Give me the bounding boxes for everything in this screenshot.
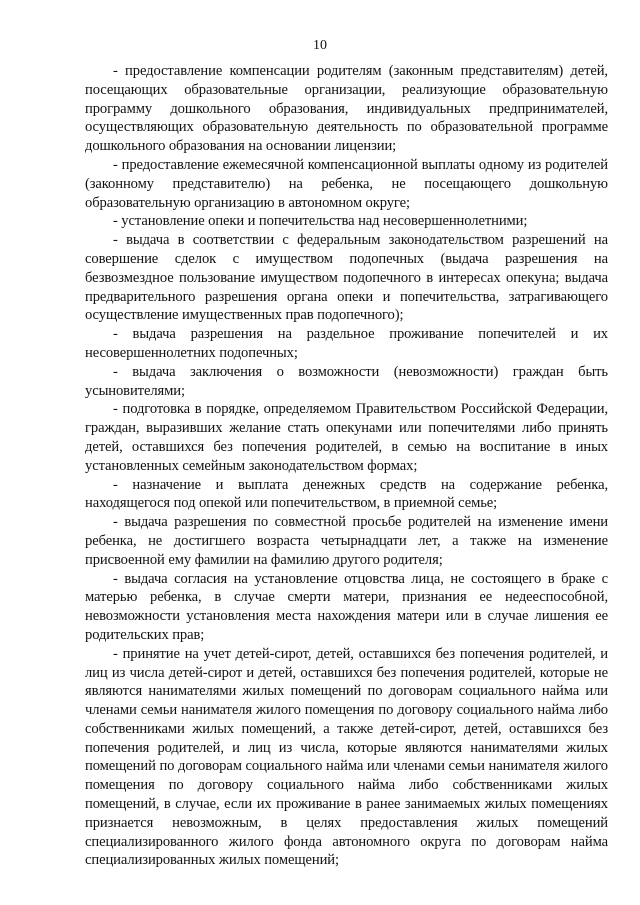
body-text [85, 62, 608, 870]
list-item: - принятие на учет детей-сирот, детей, оставшихся без попечения родителей, и лиц из числа детей-сирот и детей, оставшихся без попечения родителей, которые не являются нанимателями жилых помещений по договорам социального найма или членами семьи нанимателя жилого помещения по договору социального найма либо собственниками жилых помещений, а также детей-сирот, детей, оставшихся без попечения родителей, и лиц из числа, которые являются нанимателями жилых помещений по договорам социального найма или членами семьи нанимателя жилого помещения по договору социального найма либо собственниками жилых помещений, в случае, если их проживание в ранее занимаемых жилых помещениях признается невозможным, в целях предоставления жилых помещений специализированного жилого фонда автономного округа по договорам найма специализированных жилых помещений; [85, 645, 608, 869]
list-item: - выдача разрешения на раздельное проживание попечителей и их несовершеннолетних подопечных; [85, 326, 608, 361]
list-item: - выдача в соответствии с федеральным законодательством разрешений на совершение сделок с имуществом подопечных (выдача разрешения на безвозмездное пользование имуществом подопечного в интересах опекуна; выдача предварительного разрешения органа опеки и попечительства, затрагивающего осуществление имущественных прав подопечного); [85, 232, 608, 324]
list-item: - предоставление компенсации родителям (законным представителям) детей, посещающих образовательные организации, реализующие образовательную программу дошкольного образования, индивидуальных предпринимателей, осуществляющих образовательную деятельность по образовательной программе дошкольного образования на основании лицензии; [85, 63, 608, 155]
list-item: - установление опеки и попечительства над несовершеннолетними; [113, 213, 528, 230]
list-item: - выдача согласия на установление отцовства лица, не состоящего в браке с матерью ребенка, в случае смерти матери, признания ее недееспособной, невозможности установления места нахождения матери или в случае лишения ее родительских прав; [85, 570, 608, 643]
list-item: - выдача заключения о возможности (невозможности) граждан быть усыновителями; [85, 363, 608, 399]
list-item: - подготовка в порядке, определяемом Правительством Российской Федерации, граждан, выразивших желание стать опекунами или попечителями либо принять детей, оставшихся без попечения родителей, в семью на воспитание в иных установленных семейным законодательством формах; [85, 401, 608, 474]
list-item: - назначение и выплата денежных средств на содержание ребенка, находящегося под опекой или попечительством, в приемной семье; [85, 476, 608, 512]
page-number: 10 [313, 38, 327, 53]
list-item: - выдача разрешения по совместной просьбе родителей на изменение имени ребенка, не достигшего возраста четырнадцати лет, а также на изменение присвоенной ему фамилии на фамилию другого родителя; [85, 514, 608, 568]
list-item: - предоставление ежемесячной компенсационной выплаты одному из родителей (законному представителю) на ребенка, не посещающего дошкольную образовательную организацию в автономном округе; [85, 156, 608, 211]
